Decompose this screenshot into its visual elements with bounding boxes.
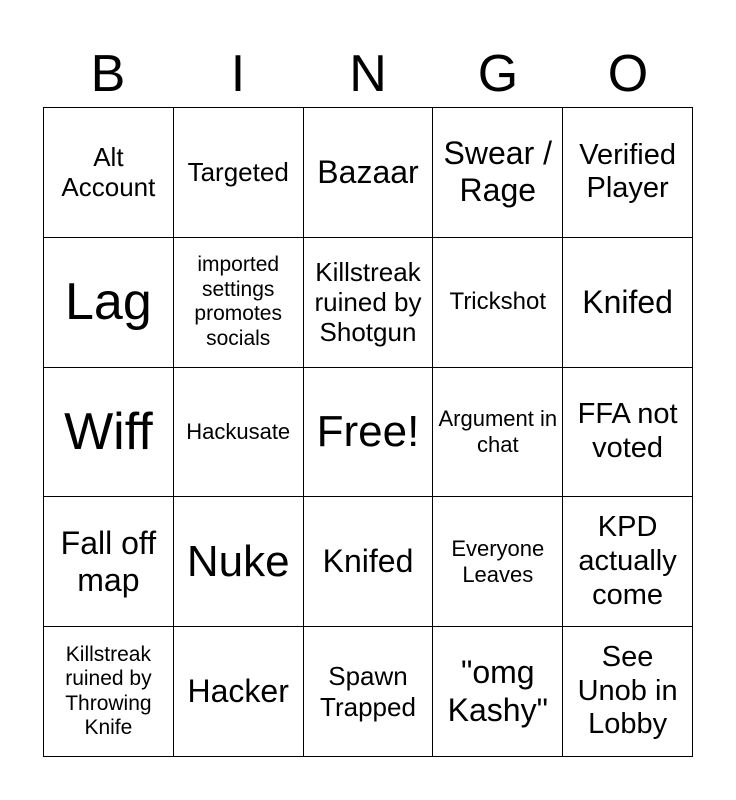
cell-text: Killstreak ruined by Shotgun bbox=[314, 256, 422, 348]
bingo-cell-r3c2[interactable] bbox=[174, 368, 304, 498]
header-letter-i: I bbox=[230, 45, 246, 103]
bingo-header bbox=[43, 40, 693, 108]
header-letter-b: B bbox=[90, 45, 126, 103]
bingo-cell-r3c3[interactable] bbox=[304, 368, 434, 498]
bingo-cell-r2c3[interactable] bbox=[304, 238, 434, 368]
cell-text: Free! bbox=[316, 407, 420, 457]
bingo-cell-r1c5[interactable] bbox=[563, 108, 693, 238]
bingo-cell-r4c3[interactable] bbox=[304, 497, 434, 627]
bingo-cell-r4c2[interactable] bbox=[174, 497, 304, 627]
bingo-cell-r5c3[interactable] bbox=[304, 627, 434, 757]
header-letter-n: N bbox=[349, 45, 387, 103]
bingo-cell-r4c1[interactable] bbox=[44, 497, 174, 627]
bingo-cell-r2c2[interactable] bbox=[174, 238, 304, 368]
cell-text: Hacker bbox=[187, 673, 289, 710]
header-letter-o: O bbox=[607, 45, 649, 103]
bingo-cell-r4c4[interactable] bbox=[433, 497, 563, 627]
bingo-cell-r3c1[interactable] bbox=[44, 368, 174, 498]
cell-text: Nuke bbox=[186, 537, 290, 587]
bingo-cell-r3c4[interactable] bbox=[433, 368, 563, 498]
cell-text: Everyone Leaves bbox=[451, 536, 545, 587]
bingo-cell-r5c2[interactable] bbox=[174, 627, 304, 757]
bingo-cell-r2c1[interactable] bbox=[44, 238, 174, 368]
cell-text: Knifed bbox=[582, 283, 673, 320]
cell-text: Targeted bbox=[187, 157, 289, 188]
cell-text: Swear / Rage bbox=[443, 135, 553, 209]
bingo-cell-r3c5[interactable] bbox=[563, 368, 693, 498]
cell-text: "omg Kashy" bbox=[447, 654, 548, 728]
cell-text: Killstreak ruined by Throwing Knife bbox=[65, 642, 152, 739]
bingo-cell-r5c5[interactable] bbox=[563, 627, 693, 757]
bingo-cell-r5c4[interactable] bbox=[433, 627, 563, 757]
bingo-cell-r2c4[interactable] bbox=[433, 238, 563, 368]
cell-text: Lag bbox=[65, 272, 152, 331]
bingo-cell-r2c5[interactable] bbox=[563, 238, 693, 368]
bingo-cell-r1c1[interactable] bbox=[44, 108, 174, 238]
cell-text: Alt Account bbox=[61, 142, 156, 203]
cell-text: Argument in chat bbox=[438, 406, 558, 457]
bingo-cell-r5c1[interactable] bbox=[44, 627, 174, 757]
cell-text: Wiff bbox=[64, 402, 153, 461]
header-letter-g: G bbox=[477, 45, 519, 103]
bingo-board bbox=[43, 107, 693, 757]
bingo-cell-r1c4[interactable] bbox=[433, 108, 563, 238]
cell-text: Verified Player bbox=[579, 138, 676, 205]
cell-text: Hackusate bbox=[186, 419, 291, 445]
cell-text: Trickshot bbox=[449, 288, 547, 316]
cell-text: FFA not voted bbox=[577, 398, 678, 464]
bingo-cell-r1c2[interactable] bbox=[174, 108, 304, 238]
cell-text: imported settings promotes socials bbox=[194, 253, 282, 350]
cell-text: Fall off map bbox=[60, 524, 157, 598]
cell-text: Knifed bbox=[322, 543, 414, 580]
bingo-cell-r4c5[interactable] bbox=[563, 497, 693, 627]
cell-text: Spawn Trapped bbox=[320, 661, 416, 722]
bingo-cell-r1c3[interactable] bbox=[304, 108, 434, 238]
cell-text: Bazaar bbox=[317, 153, 419, 190]
cell-text: See Unob in Lobby bbox=[577, 641, 678, 741]
cell-text: KPD actually come bbox=[578, 511, 677, 611]
